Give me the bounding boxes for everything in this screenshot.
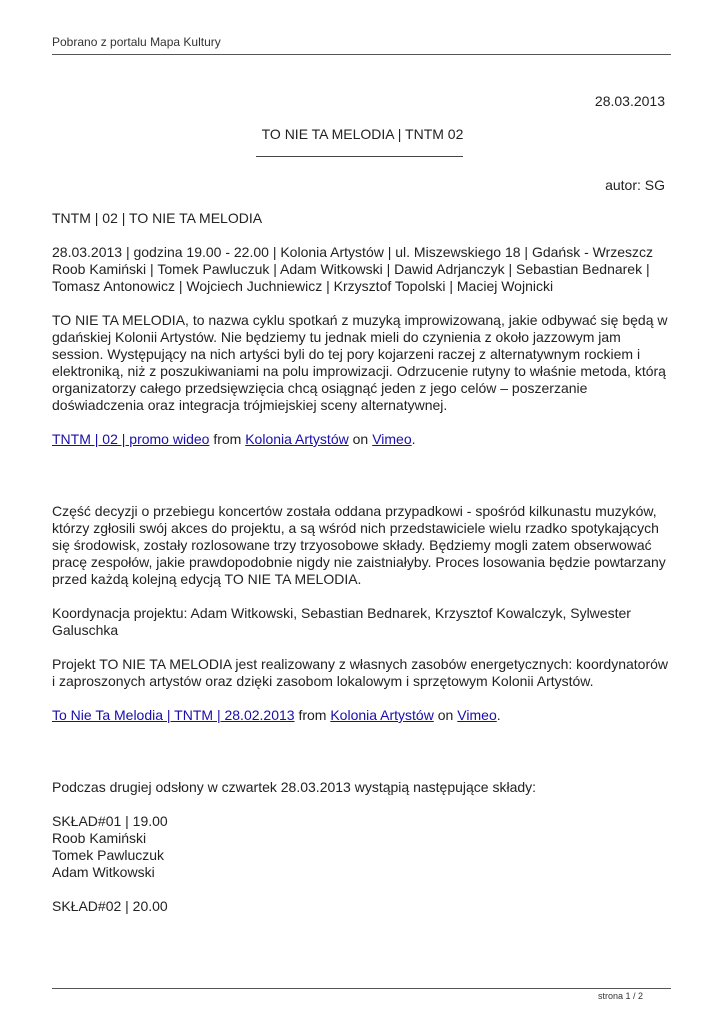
- platform-link-vimeo[interactable]: Vimeo: [457, 707, 497, 723]
- author-link-kolonia[interactable]: Kolonia Artystów: [330, 707, 434, 723]
- article-date: 28.03.2013: [594, 93, 665, 109]
- video-link-tntm[interactable]: To Nie Ta Melodia | TNTM | 28.02.2013: [52, 707, 295, 723]
- footer-divider: [52, 988, 671, 989]
- article-title: TO NIE TA MELODIA | TNTM 02: [261, 126, 464, 142]
- from-text: from: [213, 431, 242, 447]
- video-embed-space: [52, 724, 672, 779]
- lineup-heading: SKŁAD#02 | 20.00: [52, 898, 168, 914]
- video-credit-1: [52, 431, 672, 448]
- on-text: on: [352, 431, 369, 447]
- lineup-member: Roob Kamiński: [52, 830, 147, 846]
- article-subtitle: TNTM | 02 | TO NIE TA MELODIA: [52, 210, 263, 226]
- video-credit-2: [52, 707, 672, 724]
- lineup-member: Adam Witkowski: [52, 864, 155, 880]
- funding-paragraph: Projekt TO NIE TA MELODIA jest realizowany z własnych zasobów energetycznych: koordynatorów i zaproszonych artystów oraz dzięki zasobom lokalowym i sprzętowym Kolonii Artystów.: [52, 656, 669, 689]
- title-underline: [256, 156, 463, 157]
- page-number: strona 1 / 2: [597, 991, 643, 1001]
- period-text: .: [411, 431, 416, 447]
- platform-link-vimeo[interactable]: Vimeo: [372, 431, 412, 447]
- video-link-promo[interactable]: TNTM | 02 | promo wideo: [52, 431, 210, 447]
- lineup-01: [52, 813, 672, 881]
- lineup-heading: SKŁAD#01 | 19.00: [52, 813, 168, 829]
- lineup-intro: Podczas drugiej odsłony w czwartek 28.03.2013 wystąpią następujące składy:: [52, 779, 537, 795]
- video-embed-space: [52, 448, 672, 503]
- coordination-paragraph: Koordynacja projektu: Adam Witkowski, Sebastian Bednarek, Krzysztof Kowalczyk, Sylwester Galuschka: [52, 605, 631, 638]
- article-author: autor: SG: [605, 177, 665, 193]
- period-text: .: [496, 707, 501, 723]
- lineup-member: Tomek Pawluczuk: [52, 847, 165, 863]
- page-header-source: Pobrano z portalu Mapa Kultury: [52, 35, 671, 55]
- event-info: 28.03.2013 | godzina 19.00 - 22.00 | Kolonia Artystów | ul. Miszewskiego 18 | Gdańsk - Wrzeszcz Roob Kamiński | Tomek Pawluczuk | Adam Witkowski | Dawid Adrjanczyk | Sebastian Bednarek | Tomasz Antonowicz | Wojciech Juchniewicz | Krzysztof Topolski | Maciej Wojnicki: [52, 244, 654, 294]
- author-link-kolonia[interactable]: Kolonia Artystów: [245, 431, 349, 447]
- lottery-paragraph: Część decyzji o przebiegu koncertów została oddana przypadkowi - spośród kilkunastu muzyków, którzy zgłosili swój akces do projektu, a są wśród nich przedstawiciele wielu rzadko spotykających się środowisk, zostały rozlosowane trzy trzyosobowe składy. Będziemy mogli zatem obserwować pracę zespołów, jakie prawdopodobnie nigdy nie zaistniałyby. Proces losowania będzie powtarzany przed każdą kolejną edycją TO NIE TA MELODIA.: [52, 503, 666, 587]
- intro-paragraph: TO NIE TA MELODIA, to nazwa cyklu spotkań z muzyką improwizowaną, jakie odbywać się będą w gdańskiej Kolonii Artystów. Nie będziemy tu jednak mieli do czynienia z około jazzowym jam session. Występujący na nich artyści byli do tej pory kojarzeni raczej z alternatywnym rockiem i elektroniką, niż z poszukiwaniami na polu improwizacji. Odrzucenie rutyny to właśnie metoda, którą organizatorzy całego przedsięwzięcia chcą osiągnąć jeden z jego celów – poszerzanie doświadczenia oraz integracja trójmiejskiej sceny alternatywnej.: [52, 312, 668, 413]
- on-text: on: [437, 707, 454, 723]
- article-body: [52, 210, 672, 915]
- from-text: from: [298, 707, 327, 723]
- lineup-02: [52, 898, 672, 915]
